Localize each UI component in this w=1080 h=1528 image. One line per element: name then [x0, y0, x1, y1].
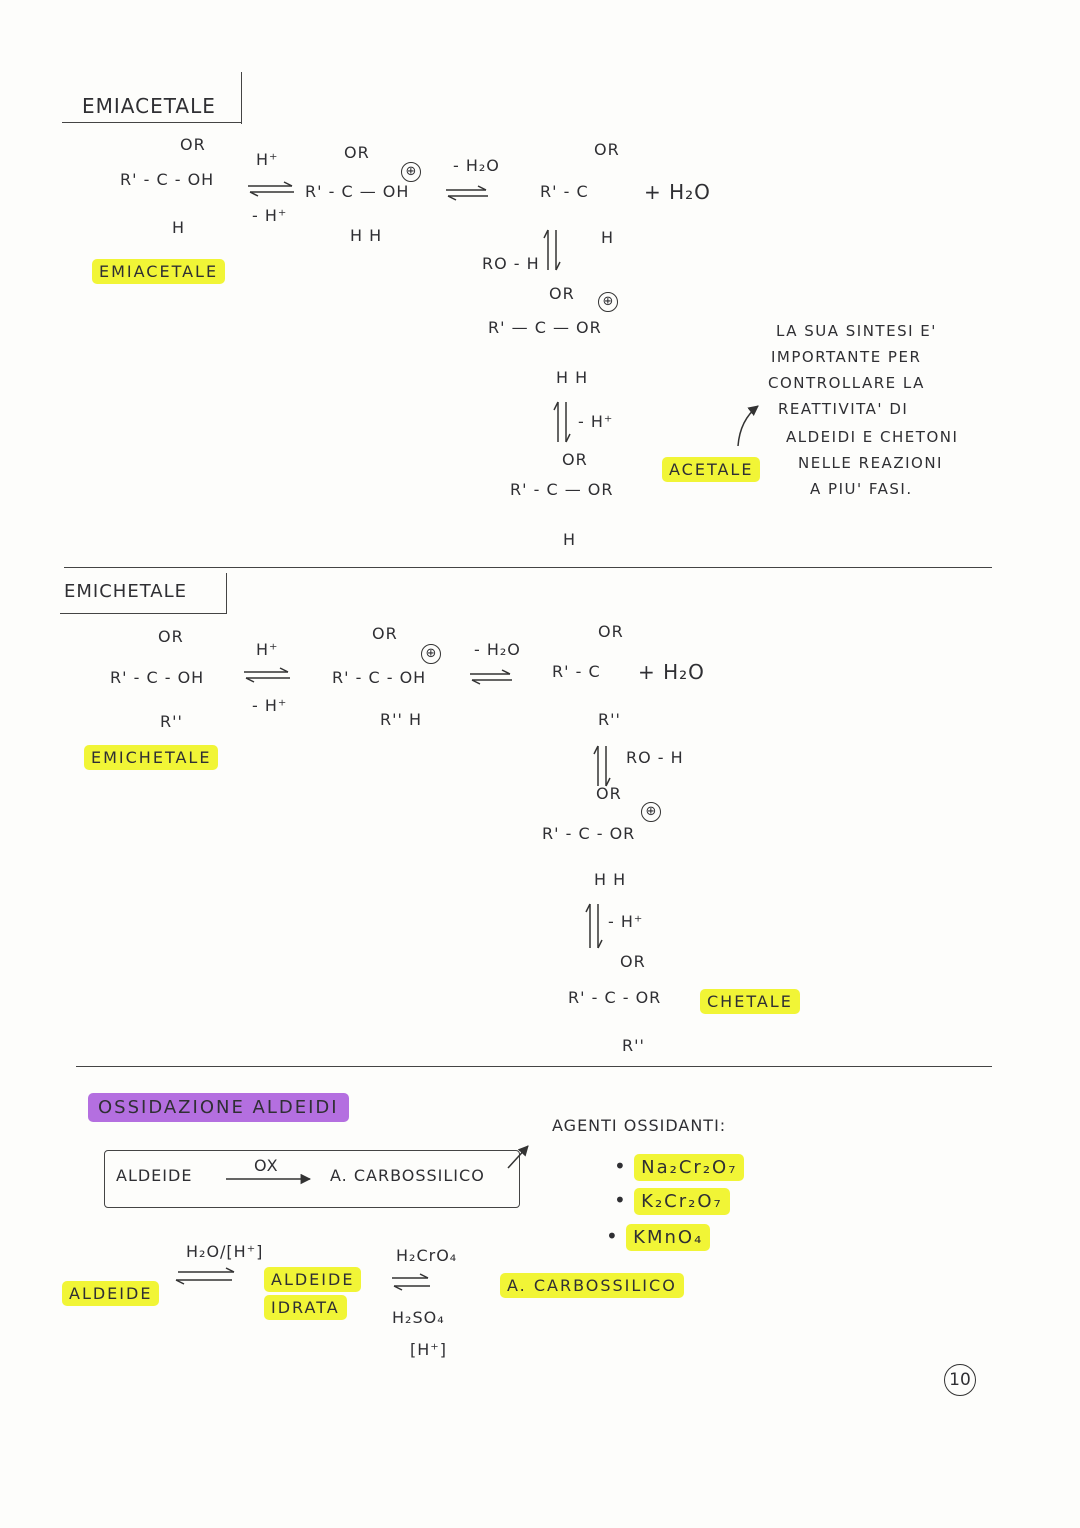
title-border — [241, 72, 242, 124]
agents-title: AGENTI OSSIDANTI: — [552, 1116, 727, 1135]
oxonium-formula: R' - C - OR — [542, 824, 636, 843]
aldeide-reagent: ALDEIDE — [116, 1166, 193, 1185]
protonated-or: OR — [344, 143, 370, 162]
agent-item: • KMnO₄ — [606, 1226, 710, 1247]
section-divider — [76, 1066, 992, 1067]
aldeide-label: ALDEIDE — [62, 1286, 159, 1302]
equilibrium-arrow — [444, 186, 490, 200]
page-number: 10 — [944, 1364, 976, 1396]
protonated-h: H H — [350, 226, 383, 245]
aldeide-idrata: ALDEIDE — [264, 1272, 361, 1288]
chromic-acid: H₂CrO₄ — [396, 1246, 458, 1265]
oxonium-formula: R' — C — OR — [488, 318, 602, 337]
hemiketal-formula: R' - C - OH — [110, 668, 205, 687]
carbocation-formula: R' - C — [540, 182, 589, 201]
acetal-h: H — [563, 530, 577, 549]
note-line: IMPORTANTE PER — [771, 348, 922, 366]
agent-item: • Na₂Cr₂O₇ — [614, 1156, 744, 1177]
ox-label: OX — [254, 1156, 279, 1175]
hemiacetal-formula: R' - C - OH — [120, 170, 215, 189]
water-product: + H₂O — [644, 180, 711, 204]
oxonium-or: OR — [596, 784, 622, 803]
aldeide-idrata: IDRATA — [264, 1300, 347, 1316]
vertical-equilibrium-arrow — [542, 228, 562, 274]
equilibrium-arrow — [242, 668, 292, 682]
water-product: + H₂O — [638, 660, 705, 684]
agent-item: • K₂Cr₂O₇ — [614, 1190, 730, 1211]
ketal-r2: R'' — [622, 1036, 645, 1055]
section-title: EMICHETALE — [64, 581, 188, 602]
eq-label-bottom: - H⁺ — [252, 696, 288, 715]
note-line: A PIU' FASI. — [810, 480, 913, 498]
roh-reagent: RO - H — [482, 254, 540, 273]
vertical-equilibrium-arrow — [552, 400, 572, 446]
hemiacetal-h: H — [172, 218, 186, 237]
carbocation-or: OR — [598, 622, 624, 641]
emichetale-label: EMICHETALE — [84, 750, 218, 766]
positive-charge-icon: ⊕ — [421, 644, 441, 664]
note-line: ALDEIDI E CHETONI — [786, 428, 959, 446]
title-underline — [62, 122, 242, 123]
note-line: REATTIVITA' DI — [778, 400, 909, 418]
vertical-equilibrium-arrow — [584, 902, 604, 952]
acid-label: A. CARBOSSILICO — [500, 1278, 684, 1294]
reaction-arrow — [224, 1174, 316, 1184]
protonated-bottom: R'' H — [380, 710, 423, 729]
carbocation-h: H — [601, 228, 615, 247]
carbocation-r2: R'' — [598, 710, 621, 729]
roh-reagent: RO - H — [626, 748, 684, 767]
eq-label-bottom: - H⁺ — [252, 206, 288, 225]
oxonium-h: H H — [556, 368, 589, 387]
acetal-formula: R' - C — OR — [510, 480, 614, 499]
pointer-arrow — [506, 1142, 534, 1172]
ketal-or: OR — [620, 952, 646, 971]
eq-label: - H⁺ — [578, 412, 614, 431]
equilibrium-arrow — [390, 1274, 432, 1292]
acid-product: A. CARBOSSILICO — [330, 1166, 485, 1185]
protonated-formula: R' - C — OH — [305, 182, 410, 201]
protonated-or: OR — [372, 624, 398, 643]
section-divider — [64, 567, 992, 568]
oxonium-h: H H — [594, 870, 627, 889]
ketal-formula: R' - C - OR — [568, 988, 662, 1007]
hemiketal-or: OR — [158, 627, 184, 646]
note-line: CONTROLLARE LA — [768, 374, 925, 392]
hemiacetal-or: OR — [180, 135, 206, 154]
acetal-or: OR — [562, 450, 588, 469]
protonated-formula: R' - C - OH — [332, 668, 427, 687]
carbocation-or: OR — [594, 140, 620, 159]
carbocation-formula: R' - C — [552, 662, 601, 681]
acetale-label: ACETALE — [662, 462, 760, 478]
eq-label-top: - H₂O — [474, 640, 521, 659]
equilibrium-arrow — [174, 1266, 238, 1288]
section-title: OSSIDAZIONE ALDEIDI — [88, 1096, 349, 1117]
positive-charge-icon: ⊕ — [641, 802, 661, 822]
emiacetale-label: EMIACETALE — [92, 264, 225, 280]
positive-charge-icon: ⊕ — [598, 292, 618, 312]
acid-catalyst: [H⁺] — [410, 1340, 447, 1359]
note-arrow — [734, 400, 764, 450]
oxonium-or: OR — [549, 284, 575, 303]
note-line: LA SUA SINTESI E' — [776, 322, 937, 340]
equilibrium-arrow — [246, 182, 296, 196]
eq-label-top: H⁺ — [256, 150, 279, 169]
sulfuric-acid: H₂SO₄ — [392, 1308, 445, 1327]
note-line: NELLE REAZIONI — [798, 454, 943, 472]
chetale-label: CHETALE — [700, 994, 800, 1010]
equilibrium-arrow — [468, 670, 514, 684]
hemiketal-r2: R'' — [160, 712, 183, 731]
eq-label-top: - H₂O — [453, 156, 500, 175]
hydration-reagent: H₂O/[H⁺] — [186, 1242, 264, 1261]
eq-label: - H⁺ — [608, 912, 644, 931]
section-title: EMIACETALE — [82, 94, 216, 118]
eq-label-top: H⁺ — [256, 640, 279, 659]
positive-charge-icon: ⊕ — [401, 162, 421, 182]
